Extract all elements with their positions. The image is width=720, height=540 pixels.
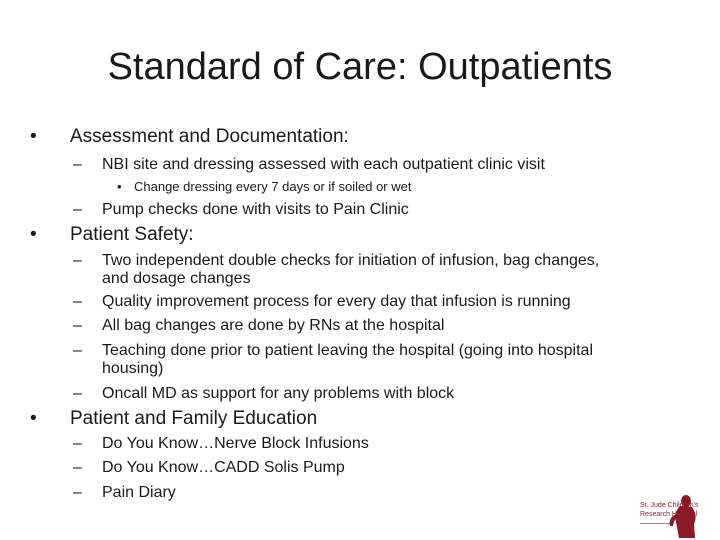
list-item: Quality improvement process for every day that infusion is running: [102, 293, 571, 310]
list-item-continued: and dosage changes: [102, 270, 251, 287]
logo-text-line1: St. Jude Children's: [640, 502, 699, 509]
dash-marker: –: [73, 385, 82, 402]
dash-marker: –: [73, 317, 82, 334]
list-item: NBI site and dressing assessed with each outpatient clinic visit: [102, 156, 545, 173]
list-item: Pump checks done with visits to Pain Clinic: [102, 201, 409, 218]
dash-marker: –: [73, 293, 82, 310]
dash-marker: –: [73, 201, 82, 218]
list-item: Pain Diary: [102, 484, 176, 501]
list-item: Do You Know…Nerve Block Infusions: [102, 435, 369, 452]
bullet-marker: •: [30, 126, 37, 147]
list-item: Oncall MD as support for any problems with block: [102, 385, 455, 402]
sub-list-item: Change dressing every 7 days or if soiled or wet: [134, 179, 412, 194]
list-item: All bag changes are done by RNs at the hospital: [102, 317, 445, 334]
dash-marker: –: [73, 484, 82, 501]
dash-marker: –: [73, 252, 82, 269]
logo-text-line2: Research Hospital: [640, 511, 698, 518]
section-heading-assessment: Assessment and Documentation:: [70, 126, 349, 147]
list-item-continued: housing): [102, 360, 164, 377]
bullet-marker: •: [30, 408, 37, 429]
list-item: Do You Know…CADD Solis Pump: [102, 459, 345, 476]
dash-marker: –: [73, 435, 82, 452]
sub-bullet-marker: •: [117, 179, 122, 194]
dash-marker: –: [73, 459, 82, 476]
st-jude-logo: [640, 492, 712, 538]
logo-divider: [640, 523, 674, 524]
slide-title: Standard of Care: Outpatients: [107, 46, 613, 88]
dash-marker: –: [73, 156, 82, 173]
dash-marker: –: [73, 342, 82, 359]
list-item: Two independent double checks for initiation of infusion, bag changes,: [102, 252, 600, 269]
section-heading-patient-safety: Patient Safety:: [70, 224, 194, 245]
bullet-marker: •: [30, 224, 37, 245]
list-item: Teaching done prior to patient leaving the hospital (going into hospital: [102, 342, 593, 359]
section-heading-education: Patient and Family Education: [70, 408, 318, 429]
